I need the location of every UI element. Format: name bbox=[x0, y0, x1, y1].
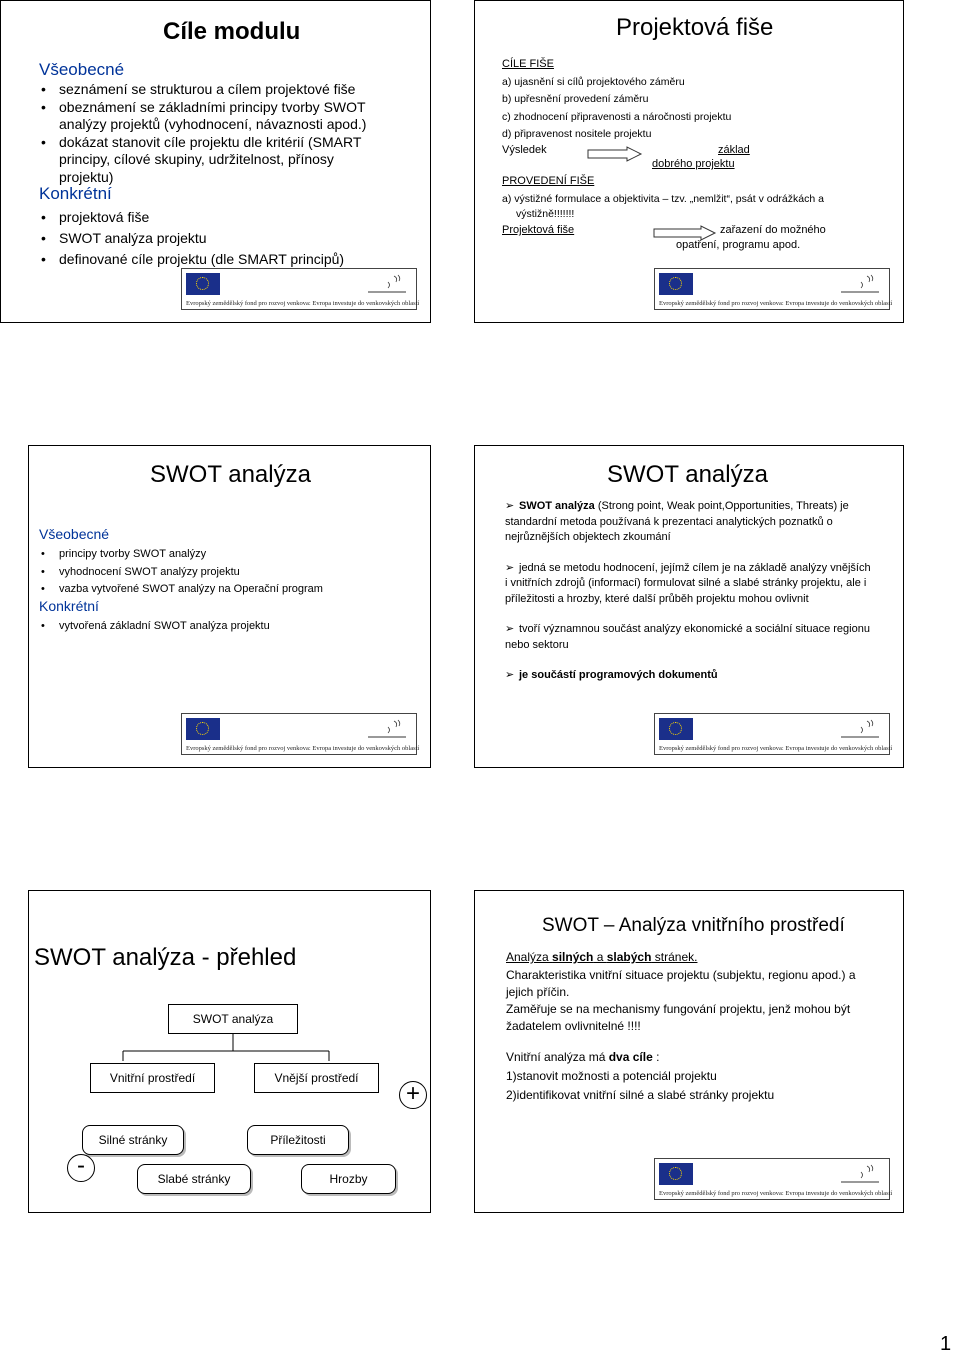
section-general-heading: Všeobecné bbox=[39, 60, 125, 79]
footer-text: Evropský zemědělský fond pro rozvoj venkova: Evropa investuje do venkovských oblastí bbox=[659, 300, 893, 307]
slide-projektova-fise bbox=[474, 0, 904, 323]
chevron-right-icon: ➢ bbox=[505, 561, 515, 574]
list-item: • vyhodnocení SWOT analýzy projektu bbox=[41, 564, 421, 582]
slide-body bbox=[506, 949, 866, 1104]
page-number: 1 bbox=[940, 1333, 952, 1355]
vysledek-value-1: základ bbox=[718, 144, 750, 156]
slide-swot-analyza-definition bbox=[474, 445, 904, 768]
slide-swot-prehled bbox=[28, 890, 431, 1213]
list-item: • obeznámení se základními principy tvorby SWOT analýzy projektů (vyhodnocení, návaznosti apod.) bbox=[41, 99, 386, 134]
list-item: • vazba vytvořené SWOT analýzy na Operační program bbox=[41, 581, 421, 599]
leader-logo-icon bbox=[839, 1162, 881, 1186]
goal-item: 2)identifikovat vnitřní silné a slabé stránky projektu bbox=[506, 1088, 775, 1102]
eu-footer-banner bbox=[654, 713, 893, 755]
text-fragment: : bbox=[652, 1050, 660, 1064]
characteristic-paragraph: Charakteristika vnitřní situace projektu (subjektu, regionu apod.) a jejich příčin. bbox=[506, 968, 856, 999]
section-specific-heading: Konkrétní bbox=[39, 184, 112, 203]
diagram-opportunities-box: Příležitosti bbox=[247, 1125, 349, 1155]
eu-flag-icon bbox=[659, 718, 693, 740]
list-item: • seznámení se strukturou a cílem projektové fiše bbox=[41, 81, 386, 99]
chevron-right-icon: ➢ bbox=[505, 500, 515, 512]
chevron-right-icon: ➢ bbox=[505, 623, 515, 635]
slide-title: SWOT analýza - přehled bbox=[34, 944, 297, 971]
eu-footer-banner bbox=[181, 713, 420, 755]
provedeni-line-2: výstižně!!!!!!! bbox=[516, 208, 575, 220]
list-item: • definované cíle projektu (dle SMART principů) bbox=[41, 249, 401, 270]
fise-value-2: opatření, programu apod. bbox=[676, 239, 801, 251]
provedeni-heading: PROVEDENÍ FIŠE bbox=[502, 175, 595, 187]
cile-heading: CÍLE FIŠE bbox=[502, 58, 554, 70]
list-item bbox=[505, 668, 875, 684]
vysledek-value-2: dobrého projektu bbox=[652, 158, 735, 170]
specific-list bbox=[41, 618, 421, 636]
slide-title: SWOT analýza bbox=[607, 461, 768, 488]
chevron-right-icon: ➢ bbox=[505, 669, 515, 681]
list-item: d) připravenost nositele projektu bbox=[502, 127, 652, 140]
item-bold: je součástí programových dokumentů bbox=[519, 669, 718, 681]
list-item bbox=[505, 499, 875, 546]
eu-footer-banner bbox=[181, 268, 420, 310]
text-fragment: Vnitřní analýza má bbox=[506, 1050, 609, 1064]
item-bold: SWOT analýza bbox=[519, 500, 595, 512]
list-item: • dokázat stanovit cíle projektu dle kritérií (SMART principy, cílové skupiny, udržitelnost, přínosy projektu) bbox=[41, 134, 386, 187]
footer-text: Evropský zemědělský fond pro rozvoj venkova: Evropa investuje do venkovských oblastí bbox=[186, 745, 420, 752]
diagram-root-box: SWOT analýza bbox=[168, 1004, 298, 1034]
text-fragment: slabých bbox=[606, 950, 652, 964]
list-item: c) zhodnocení připravenosti a náročnosti projektu bbox=[502, 110, 732, 123]
leader-logo-icon bbox=[839, 717, 881, 741]
diagram-internal-box: Vnitřní prostředí bbox=[90, 1063, 215, 1093]
footer-text: Evropský zemědělský fond pro rozvoj venkova: Evropa investuje do venkovských oblastí bbox=[659, 1190, 893, 1197]
plus-sign: + bbox=[399, 1081, 427, 1109]
list-item: b) upřesnění provedení záměru bbox=[502, 93, 649, 106]
text-fragment: silných bbox=[552, 950, 594, 964]
footer-text: Evropský zemědělský fond pro rozvoj venkova: Evropa investuje do venkovských oblastí bbox=[186, 300, 420, 307]
slide-swot-vnitrni-prostredi bbox=[474, 890, 904, 1213]
slide-title: SWOT analýza bbox=[150, 461, 311, 488]
section-specific-heading: Konkrétní bbox=[39, 598, 99, 614]
eu-flag-icon bbox=[659, 273, 693, 295]
provedeni-line-1: a) výstižné formulace a objektivita – tzv. „nemlžit“, psát v odrážkách a bbox=[502, 193, 824, 205]
slide-swot-analyza-intro bbox=[28, 445, 431, 768]
list-item: a) ujasnění si cílů projektového záměru bbox=[502, 76, 685, 88]
eu-footer-banner bbox=[654, 1158, 893, 1200]
slide-cile-modulu bbox=[0, 0, 431, 323]
item-text: tvoří významnou součást analýzy ekonomické a sociální situace regionu nebo sektoru bbox=[505, 623, 870, 651]
general-list bbox=[41, 546, 421, 599]
text-fragment: stránek. bbox=[651, 950, 698, 964]
list-item: • projektová fiše bbox=[41, 207, 401, 228]
focus-paragraph: Zaměřuje se na mechanismy fungování projektu, jenž mohou být žadatelem ovlivnitelné !!!! bbox=[506, 1002, 851, 1033]
list-item bbox=[505, 561, 875, 608]
diagram-strengths-box: Silné stránky bbox=[82, 1125, 184, 1155]
fise-value-1: zařazení do možného bbox=[720, 224, 826, 236]
eu-flag-icon bbox=[186, 273, 220, 295]
cile-list bbox=[502, 74, 731, 143]
arrow-right-icon bbox=[587, 146, 643, 162]
leader-logo-icon bbox=[839, 272, 881, 296]
footer-text: Evropský zemědělský fond pro rozvoj venkova: Evropa investuje do venkovských oblastí bbox=[659, 745, 893, 752]
slide-title: Cíle modulu bbox=[163, 18, 301, 45]
eu-footer-banner bbox=[654, 268, 893, 310]
slide-title: SWOT – Analýza vnitřního prostředí bbox=[542, 915, 845, 936]
list-item bbox=[505, 622, 875, 653]
eu-flag-icon bbox=[186, 718, 220, 740]
diagram-weaknesses-box: Slabé stránky bbox=[137, 1164, 251, 1194]
list-item: • principy tvorby SWOT analýzy bbox=[41, 546, 421, 564]
text-fragment: a bbox=[593, 950, 607, 964]
definition-list bbox=[505, 499, 875, 684]
item-text: (Strong point, Weak point,Opportunities, Threats) je standardní metoda používaná k prezentaci analytických poznatků o nejrůznějších objektech zkoumání bbox=[505, 500, 849, 543]
goal-item: 1)stanovit možnosti a potenciál projektu bbox=[506, 1069, 717, 1083]
leader-logo-icon bbox=[366, 272, 408, 296]
leader-logo-icon bbox=[366, 717, 408, 741]
general-list bbox=[41, 81, 386, 186]
analysis-line bbox=[506, 949, 866, 966]
diagram-external-box: Vnější prostředí bbox=[254, 1063, 379, 1093]
text-fragment: dva cíle bbox=[608, 1050, 653, 1064]
specific-list bbox=[41, 207, 401, 270]
item-text: jedná se metodu hodnocení, jejímž cílem je na základě analýzy vnějších i vnitřních zdrojů (informací) formulovat silné a slabé stránky projektu, ale i příležitosti a hrozby, které další průběh projektu mohou ovlivnit bbox=[505, 561, 871, 605]
fise-label: Projektová fiše bbox=[502, 224, 575, 236]
list-item: • vytvořená základní SWOT analýza projektu bbox=[41, 618, 421, 636]
minus-sign: - bbox=[67, 1154, 95, 1182]
text-fragment: Analýza bbox=[506, 950, 553, 964]
diagram-threats-box: Hrozby bbox=[301, 1164, 396, 1194]
eu-flag-icon bbox=[659, 1163, 693, 1185]
goals-intro bbox=[506, 1049, 866, 1066]
vysledek-label: Výsledek bbox=[502, 144, 547, 156]
section-general-heading: Všeobecné bbox=[39, 526, 110, 542]
slide-title: Projektová fiše bbox=[616, 14, 774, 41]
list-item: • SWOT analýza projektu bbox=[41, 228, 401, 249]
